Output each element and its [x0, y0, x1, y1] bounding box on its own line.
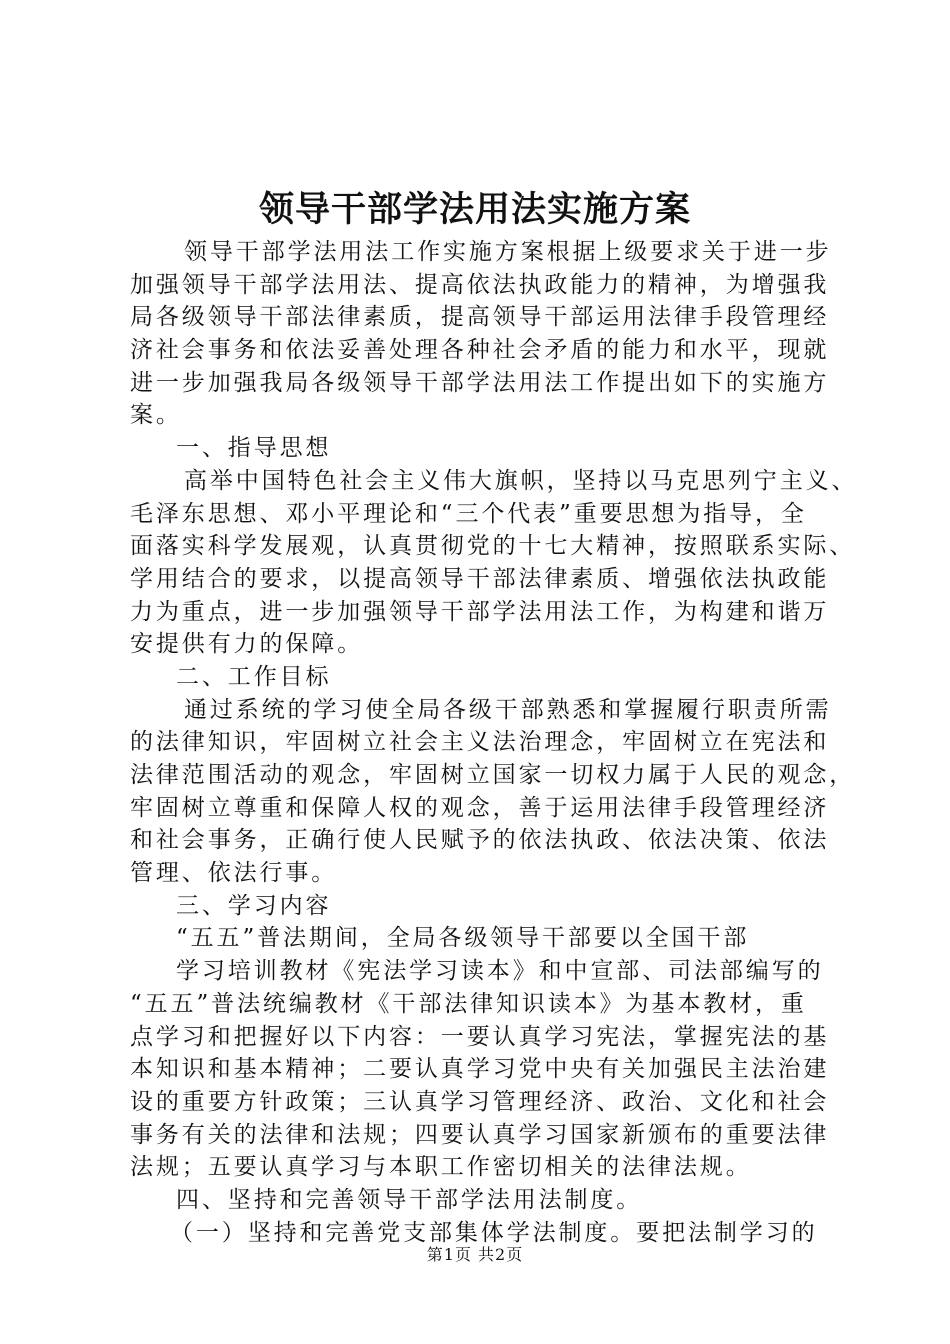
text-line: 管理、依法行事。: [130, 860, 338, 887]
text-line: 力为重点，进一步加强领导干部学法用法工作，为构建和谐万: [130, 598, 830, 625]
text-line: 面落实科学发展观，认真贯彻党的十七大精神，按照联系实际、: [130, 533, 856, 560]
text-line: 案。: [130, 402, 182, 429]
text-line: 牢固树立尊重和保障人权的观念，善于运用法律手段管理经济: [130, 794, 830, 821]
text-line: 事务有关的法律和法规；四要认真学习国家新颁布的重要法律: [130, 1121, 830, 1148]
document-title: 领导干部学法用法实施方案: [258, 189, 691, 230]
text-line: 领导干部学法用法工作实施方案根据上级要求关于进一步: [184, 239, 832, 265]
text-line: 设的重要方针政策；三认真学习管理经济、政治、文化和社会: [130, 1088, 830, 1115]
section-heading: 一、指导思想: [176, 435, 332, 462]
text-line: 通过系统的学习使全局各级干部熟悉和掌握履行职责所需: [184, 696, 832, 723]
text-line: 进一步加强我局各级领导干部学法用法工作提出如下的实施方: [130, 369, 830, 396]
section-heading: 四、坚持和完善领导干部学法用法制度。: [176, 1186, 643, 1213]
text-line: （一）坚持和完善党支部集体学法制度。要把法制学习的: [170, 1219, 818, 1246]
section-heading: 三、学习内容: [176, 892, 332, 919]
text-line: “五五”普法统编教材《干部法律知识读本》为基本教材，重: [130, 990, 807, 1017]
text-line: 毛泽东思想、邓小平理论和“三个代表”重要思想为指导，全: [130, 500, 807, 527]
document-body: [130, 236, 858, 1249]
text-line: 学用结合的要求，以提高领导干部法律素质、增强依法执政能: [130, 565, 830, 592]
text-line: 济社会事务和依法妥善处理各种社会矛盾的能力和水平，现就: [130, 337, 830, 364]
text-line: 法规；五要认真学习与本职工作密切相关的法律法规。: [130, 1154, 752, 1181]
text-line: 点学习和把握好以下内容：一要认真学习宪法，掌握宪法的基: [130, 1023, 830, 1050]
text-line: 和社会事务，正确行使人民赋予的依法执政、依法决策、依法: [130, 827, 830, 854]
text-line: 加强领导干部学法用法、提高依法执政能力的精神，为增强我: [130, 271, 830, 298]
text-line: 本知识和基本精神；二要认真学习党中央有关加强民主法治建: [130, 1056, 830, 1083]
page-number: 第1页 共2页: [426, 1245, 524, 1264]
text-line: 的法律知识，牢固树立社会主义法治理念，牢固树立在宪法和: [130, 729, 830, 756]
text-line: 高举中国特色社会主义伟大旗帜，坚持以马克思列宁主义、: [184, 467, 858, 494]
section-heading: 二、工作目标: [176, 663, 332, 690]
text-line: 法律范围活动的观念，牢固树立国家一切权力属于人民的观念，: [130, 762, 856, 788]
text-line: 学习培训教材《宪法学习读本》和中宣部、司法部编写的: [176, 958, 824, 985]
text-line: 安提供有力的保障。: [130, 631, 364, 658]
text-line: “五五”普法期间，全局各级领导干部要以全国干部: [176, 925, 750, 952]
text-line: 局各级领导干部法律素质，提高领导干部运用法律手段管理经: [130, 304, 830, 331]
